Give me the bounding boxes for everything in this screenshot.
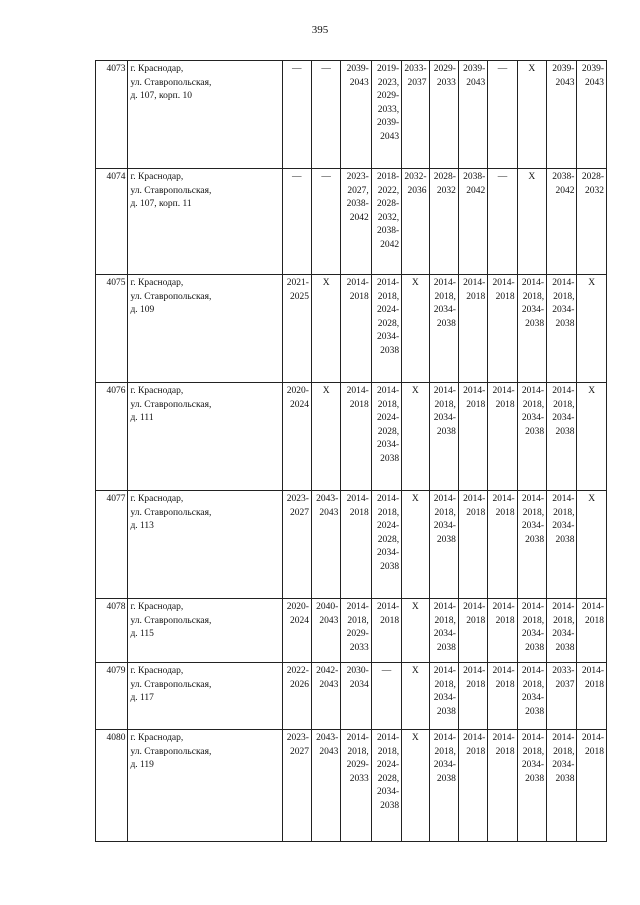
period-cell: 2014- 2018, 2034- 2038 <box>429 730 458 842</box>
period-cell: 2014- 2018, 2029- 2033 <box>341 730 371 842</box>
period-cell: — <box>311 169 340 275</box>
period-cell: 2033- 2037 <box>547 663 577 730</box>
period-cell: 2014- 2018, 2024- 2028, 2034- 2038 <box>371 491 401 599</box>
address-cell: г. Краснодар, ул. Ставропольская, д. 119 <box>128 730 282 842</box>
row-number-cell: 4079 <box>96 663 128 730</box>
period-cell: 2014- 2018, 2034- 2038 <box>429 599 458 663</box>
period-cell: — <box>311 61 340 169</box>
period-cell: 2014- 2018, 2034- 2038 <box>547 599 577 663</box>
repair-schedule-table <box>95 60 607 842</box>
table-row <box>96 663 607 730</box>
period-cell: 2014- 2018, 2034- 2038 <box>547 730 577 842</box>
period-cell: 2014- 2018, 2034- 2038 <box>547 491 577 599</box>
period-cell: — <box>282 169 311 275</box>
period-cell: X <box>517 61 546 169</box>
table-row <box>96 169 607 275</box>
period-cell: 2014- 2018, 2034- 2038 <box>517 730 546 842</box>
period-cell: 2028- 2032 <box>429 169 458 275</box>
period-cell: X <box>402 599 429 663</box>
period-cell: 2014- 2018 <box>577 663 607 730</box>
period-cell: 2039- 2043 <box>547 61 577 169</box>
period-cell: 2018- 2022, 2028- 2032, 2038- 2042 <box>371 169 401 275</box>
period-cell: 2014- 2018 <box>488 275 517 383</box>
row-number-cell: 4076 <box>96 383 128 491</box>
table-row <box>96 61 607 169</box>
period-cell: 2014- 2018 <box>488 491 517 599</box>
period-cell: 2014- 2018 <box>341 383 371 491</box>
period-cell: 2014- 2018 <box>341 491 371 599</box>
table-row <box>96 599 607 663</box>
period-cell: — <box>488 61 517 169</box>
period-cell: X <box>402 275 429 383</box>
period-cell: 2014- 2018, 2034- 2038 <box>547 275 577 383</box>
table-row <box>96 491 607 599</box>
period-cell: X <box>402 730 429 842</box>
period-cell: — <box>282 61 311 169</box>
period-cell: 2023- 2027, 2038- 2042 <box>341 169 371 275</box>
table-row <box>96 383 607 491</box>
address-cell: г. Краснодар, ул. Ставропольская, д. 117 <box>128 663 282 730</box>
period-cell: 2014- 2018, 2034- 2038 <box>517 663 546 730</box>
period-cell: 2043- 2043 <box>311 730 340 842</box>
row-number-cell: 4073 <box>96 61 128 169</box>
period-cell: 2014- 2018 <box>458 383 487 491</box>
period-cell: 2014- 2018 <box>458 730 487 842</box>
period-cell: 2014- 2018 <box>458 275 487 383</box>
period-cell: X <box>402 491 429 599</box>
row-number-cell: 4075 <box>96 275 128 383</box>
period-cell: 2039- 2043 <box>341 61 371 169</box>
period-cell: 2014- 2018, 2034- 2038 <box>429 491 458 599</box>
period-cell: 2014- 2018, 2034- 2038 <box>517 275 546 383</box>
table-row <box>96 730 607 842</box>
address-cell: г. Краснодар, ул. Ставропольская, д. 109 <box>128 275 282 383</box>
address-cell: г. Краснодар, ул. Ставропольская, д. 107, корп. 11 <box>128 169 282 275</box>
page-number: 395 <box>311 24 329 36</box>
row-number-cell: 4077 <box>96 491 128 599</box>
period-cell: 2014- 2018 <box>577 599 607 663</box>
period-cell: X <box>402 663 429 730</box>
period-cell: 2014- 2018, 2034- 2038 <box>517 599 546 663</box>
period-cell: 2014- 2018, 2024- 2028, 2034- 2038 <box>371 275 401 383</box>
period-cell: 2032- 2036 <box>402 169 429 275</box>
period-cell: 2021- 2025 <box>282 275 311 383</box>
period-cell: 2014- 2018 <box>488 599 517 663</box>
address-cell: г. Краснодар, ул. Ставропольская, д. 115 <box>128 599 282 663</box>
period-cell: 2030- 2034 <box>341 663 371 730</box>
period-cell: 2014- 2018, 2034- 2038 <box>547 383 577 491</box>
period-cell: 2028- 2032 <box>577 169 607 275</box>
address-cell: г. Краснодар, ул. Ставропольская, д. 111 <box>128 383 282 491</box>
period-cell: 2040- 2043 <box>311 599 340 663</box>
period-cell: 2014- 2018 <box>458 599 487 663</box>
period-cell: 2022- 2026 <box>282 663 311 730</box>
period-cell: 2014- 2018 <box>458 663 487 730</box>
period-cell: X <box>577 491 607 599</box>
period-cell: 2039- 2043 <box>577 61 607 169</box>
period-cell: 2014- 2018 <box>341 275 371 383</box>
period-cell: — <box>488 169 517 275</box>
period-cell: 2033- 2037 <box>402 61 429 169</box>
period-cell: 2014- 2018 <box>488 730 517 842</box>
period-cell: 2014- 2018, 2024- 2028, 2034- 2038 <box>371 383 401 491</box>
period-cell: 2020- 2024 <box>282 383 311 491</box>
period-cell: X <box>402 383 429 491</box>
period-cell: 2014- 2018, 2034- 2038 <box>429 383 458 491</box>
period-cell: 2043- 2043 <box>311 491 340 599</box>
period-cell: 2019- 2023, 2029- 2033, 2039- 2043 <box>371 61 401 169</box>
period-cell: 2020- 2024 <box>282 599 311 663</box>
period-cell: 2014- 2018 <box>488 383 517 491</box>
period-cell: 2014- 2018 <box>577 730 607 842</box>
period-cell: 2014- 2018 <box>371 599 401 663</box>
period-cell: 2014- 2018, 2024- 2028, 2034- 2038 <box>371 730 401 842</box>
period-cell: — <box>371 663 401 730</box>
row-number-cell: 4080 <box>96 730 128 842</box>
period-cell: X <box>577 383 607 491</box>
period-cell: 2014- 2018, 2034- 2038 <box>429 275 458 383</box>
period-cell: 2029- 2033 <box>429 61 458 169</box>
table-row <box>96 275 607 383</box>
period-cell: 2023- 2027 <box>282 491 311 599</box>
row-number-cell: 4074 <box>96 169 128 275</box>
period-cell: 2014- 2018 <box>488 663 517 730</box>
period-cell: 2038- 2042 <box>458 169 487 275</box>
period-cell: X <box>577 275 607 383</box>
period-cell: 2014- 2018, 2034- 2038 <box>517 491 546 599</box>
period-cell: 2039- 2043 <box>458 61 487 169</box>
period-cell: X <box>311 275 340 383</box>
period-cell: 2014- 2018, 2034- 2038 <box>429 663 458 730</box>
period-cell: X <box>517 169 546 275</box>
address-cell: г. Краснодар, ул. Ставропольская, д. 107, корп. 10 <box>128 61 282 169</box>
period-cell: 2042- 2043 <box>311 663 340 730</box>
address-cell: г. Краснодар, ул. Ставропольская, д. 113 <box>128 491 282 599</box>
period-cell: 2014- 2018, 2029- 2033 <box>341 599 371 663</box>
period-cell: 2014- 2018, 2034- 2038 <box>517 383 546 491</box>
period-cell: 2023- 2027 <box>282 730 311 842</box>
row-number-cell: 4078 <box>96 599 128 663</box>
period-cell: 2038- 2042 <box>547 169 577 275</box>
period-cell: 2014- 2018 <box>458 491 487 599</box>
period-cell: X <box>311 383 340 491</box>
